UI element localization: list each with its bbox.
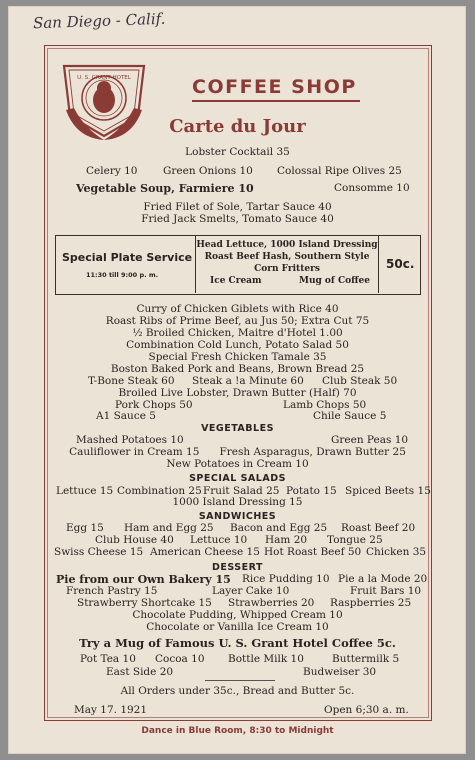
main-a1-sauce: A1 Sauce 5 [96,410,156,422]
sandwich-chicken: Chicken 35 [366,546,427,558]
sandwich-lettuce: Lettuce 10 [190,534,248,546]
special-divider-right [378,235,379,293]
drink-bottle-milk: Bottle Milk 10 [228,653,304,665]
special-line-1: Head Lettuce, 1000 Island Dressing [196,240,378,250]
menu-title: COFFEE SHOP [192,76,357,98]
veg-peas: Green Peas 10 [331,434,409,446]
special-price: 50c. [386,257,415,271]
sandwich-hot-roast-beef: Hot Roast Beef 50 [264,546,362,558]
salad-fruit: Fruit Salad 25 [203,485,280,497]
menu-date: May 17. 1921 [74,704,148,716]
item-consomme: Consomme 10 [334,182,410,194]
main-8: Broiled Live Lobster, Drawn Butter (Half) 70 [118,387,357,399]
main-4: Combination Cold Lunch, Potato Salad 50 [126,339,349,351]
dessert-fruit-bars: Fruit Bars 10 [350,585,422,597]
sandwiches-heading: SANDWICHES [198,511,277,522]
veg-row-2: Cauliflower in Cream 15 Fresh Asparagus, Drawn Butter 25 [69,446,406,458]
salad-beets: Spiced Beets 15 [345,485,431,497]
orders-note: All Orders under 35c., Bread and Butter 5c. [120,685,355,697]
sandwich-ham-egg: Ham and Egg 25 [124,522,214,534]
salads-heading: SPECIAL SALADS [189,473,286,484]
vegetables-heading: VEGETABLES [201,423,274,434]
dessert-strawberries: Strawberries 20 [228,597,315,609]
dessert-rice-pudding: Rice Pudding 10 [242,573,330,585]
dessert-heading: DESSERT [212,562,263,573]
drink-budweiser: Budweiser 30 [303,666,377,678]
main-3: ½ Broiled Chicken, Maitre d'Hotel 1.00 [132,327,343,339]
main-steak-minute: Steak a !a Minute 60 [192,375,304,387]
main-2: Roast Ribs of Prime Beef, au Jus 50; Extra Cut 75 [105,315,370,327]
main-chile-sauce: Chile Sauce 5 [313,410,387,422]
special-line-2: Roast Beef Hash, Southern Style [204,252,370,262]
salad-dressing: 1000 Island Dressing 15 [172,496,303,508]
veg-row-3: New Potatoes in Cream 10 [166,458,309,470]
opening-time: Open 6;30 a. m. [324,704,409,716]
sandwich-bacon-egg: Bacon and Egg 25 [230,522,328,534]
salad-lettuce: Lettuce 15 [56,485,114,497]
dessert-raspberries: Raspberries 25 [330,597,412,609]
title-underline [192,100,360,102]
dessert-pie-mode: Pie a la Mode 20 [338,573,428,585]
sandwich-egg: Egg 15 [66,522,104,534]
item-olives: Colossal Ripe Olives 25 [277,165,402,177]
special-hours: 11:30 till 9:00 p. m. [86,271,159,279]
dessert-pie: Pie from our Own Bakery 15 [56,573,231,586]
main-pork-chops: Pork Chops 50 [115,399,193,411]
sandwich-club: Club House 40 [95,534,174,546]
main-lamb-chops: Lamb Chops 50 [283,399,367,411]
main-1: Curry of Chicken Giblets with Rice 40 [136,303,339,315]
handwritten-note: San Diego - Calif. [32,9,166,33]
salad-potato: Potato 15 [286,485,337,497]
sandwich-roast-beef: Roast Beef 20 [341,522,416,534]
item-soup: Vegetable Soup, Farmiere 10 [76,182,254,195]
veg-mashed: Mashed Potatoes 10 [76,434,184,446]
special-line-4b: Mug of Coffee [299,276,370,286]
main-6: Boston Baked Pork and Beans, Brown Bread 25 [110,363,365,375]
item-smelts: Fried Jack Smelts, Tomato Sauce 40 [141,213,334,225]
special-line-3: Corn Fritters [254,264,320,274]
dessert-pastry: French Pastry 15 [66,585,158,597]
drink-pot-tea: Pot Tea 10 [80,653,136,665]
item-sole: Fried Filet of Sole, Tartar Sauce 40 [143,201,332,213]
footer-dance-note: Dance in Blue Room, 8:30 to Midnight [141,726,334,736]
special-line-4a: Ice Cream [210,276,262,286]
salad-combination: Combination 25 [117,485,202,497]
drink-cocoa: Cocoa 10 [155,653,205,665]
item-onions: Green Onions 10 [163,165,253,177]
special-title: Special Plate Service [62,251,193,264]
drink-buttermilk: Buttermilk 5 [332,653,400,665]
main-club-steak: Club Steak 50 [322,375,398,387]
divider-rule [205,680,275,681]
dessert-shortcake: Strawberry Shortcake 15 [77,597,212,609]
menu-subtitle: Carte du Jour [169,116,306,137]
item-celery: Celery 10 [86,165,138,177]
item-lobster: Lobster Cocktail 35 [185,146,290,158]
drink-east-side: East Side 20 [106,666,174,678]
main-tbone: T-Bone Steak 60 [88,375,175,387]
main-5: Special Fresh Chicken Tamale 35 [148,351,327,363]
seal-text: U. S. GRANT HOTEL [77,75,131,81]
sandwich-swiss: Swiss Cheese 15 [54,546,144,558]
dessert-layer-cake: Layer Cake 10 [212,585,290,597]
sandwich-ham: Ham 20 [265,534,308,546]
dessert-ice-cream: Chocolate or Vanilla Ice Cream 10 [146,621,329,633]
sandwich-american: American Cheese 15 [150,546,260,558]
coffee-headline: Try a Mug of Famous U. S. Grant Hotel Coffee 5c. [79,636,396,650]
sandwich-tongue: Tongue 25 [327,534,383,546]
dessert-chocolate-pudding: Chocolate Pudding, Whipped Cream 10 [132,609,343,621]
